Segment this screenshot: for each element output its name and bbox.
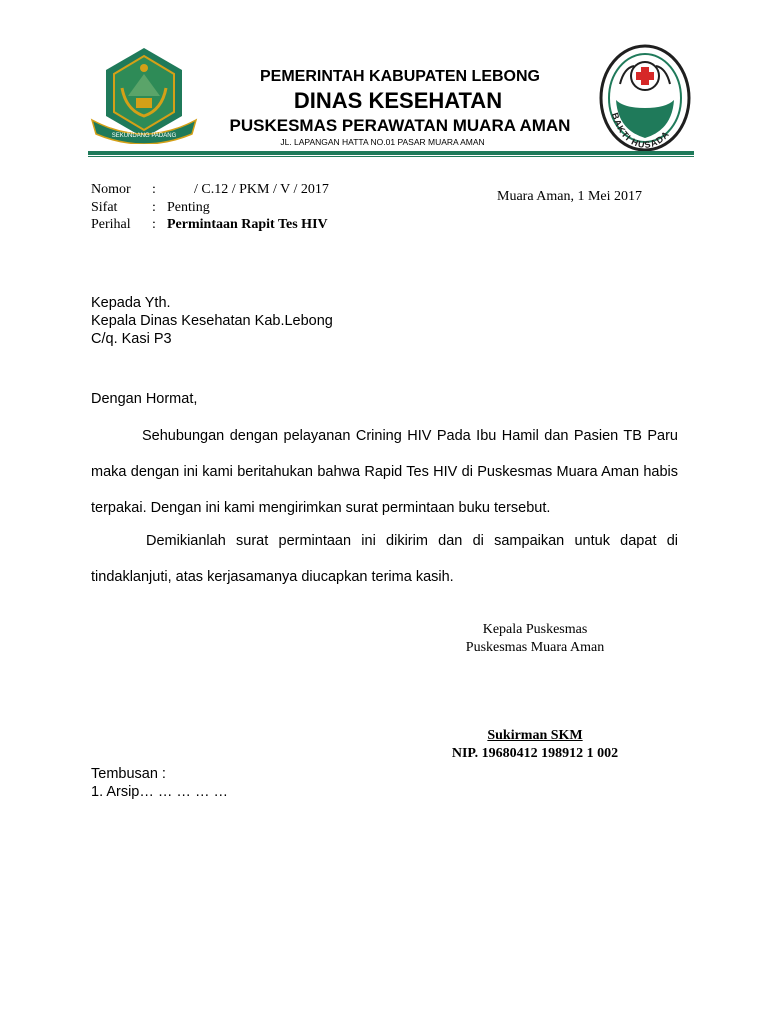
perihal-separator: :	[152, 217, 156, 232]
recipient-line-2: Kepala Dinas Kesehatan Kab.Lebong	[91, 313, 333, 329]
paragraph-1: Sehubungan dengan pelayanan Crining HIV Pada Ibu Hamil dan Pasien TB Paru maka dengan ini kami beritahukan bahwa Rapid Tes HIV di Puskesmas Muara Aman habis terpakai. Dengan ini kami mengirimkan surat permintaan buku tersebut.	[91, 428, 678, 516]
sifat-value: Penting	[167, 200, 210, 215]
signatory-nip: NIP. 19680412 198912 1 002	[451, 746, 619, 761]
header-divider-thin	[88, 156, 694, 157]
sifat-separator: :	[152, 200, 156, 215]
signature-title-1: Kepala Puskesmas	[482, 622, 588, 637]
address: JL. LAPANGAN HATTA NO.01 PASAR MUARA AMAN	[280, 137, 485, 147]
perihal-label: Perihal	[91, 217, 131, 232]
government-name: PEMERINTAH KABUPATEN LEBONG	[260, 68, 540, 85]
recipient-line-1: Kepada Yth.	[91, 295, 171, 311]
signatory-name: Sukirman SKM	[487, 728, 583, 743]
cc-label: Tembusan :	[91, 766, 166, 782]
header-divider	[88, 151, 694, 155]
kabupaten-lebong-logo	[88, 44, 200, 144]
svg-text:BAKTI HUSADA: BAKTI HUSADA	[609, 111, 672, 151]
cc-item-1: 1. Arsip… … … … …	[91, 784, 228, 800]
place-date: Muara Aman, 1 Mei 2017	[497, 189, 643, 204]
signature-title-2: Puskesmas Muara Aman	[465, 640, 605, 655]
svg-text:SEKUNDANG PADANG: SEKUNDANG PADANG	[111, 133, 177, 139]
paragraph-2: Demikianlah surat permintaan ini dikirim dan di sampaikan untuk dapat di tindaklanjuti, atas kerjasamanya diucapkan terima kasih.	[91, 533, 678, 585]
nomor-value: / C.12 / PKM / V / 2017	[194, 182, 329, 197]
nomor-separator: :	[152, 182, 156, 197]
puskesmas-name: PUSKESMAS PERAWATAN MUARA AMAN	[229, 116, 571, 135]
sifat-label: Sifat	[91, 200, 118, 215]
greeting: Dengan Hormat,	[91, 391, 198, 407]
bakti-husada-logo	[598, 44, 692, 152]
department-name: DINAS KESEHATAN	[293, 88, 503, 113]
nomor-label: Nomor	[91, 182, 131, 197]
recipient-line-3: C/q. Kasi P3	[91, 331, 172, 347]
perihal-value: Permintaan Rapit Tes HIV	[167, 217, 328, 232]
